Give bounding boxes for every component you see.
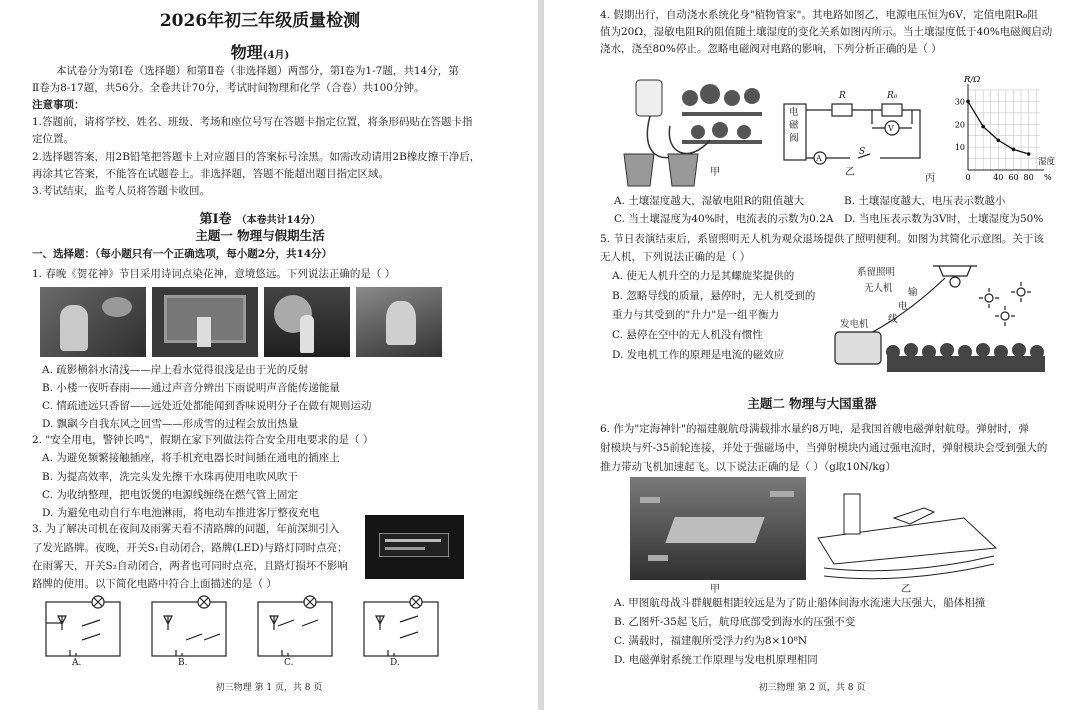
photo-stage-2: [152, 287, 258, 357]
q1-option-c: C. 情疏迹远只香留——远处近处都能闻到香味说明分子在做有规则运动: [42, 400, 372, 412]
subject: 物理: [230, 43, 263, 62]
circuit-a: [46, 596, 120, 656]
valve-label-1: 电: [789, 107, 799, 118]
circuit-label-b: B.: [178, 658, 188, 668]
q5-option-b-2: 重力与其受到的"升力"是一组平衡力: [612, 309, 780, 321]
volume-title: 第Ⅰ卷: [199, 212, 232, 227]
resistor-r0-label: R₀: [887, 91, 898, 101]
q3-line-1: 3. 为了解决司机在夜间及雨雾天看不清路牌的问题，年前深圳引入: [32, 523, 340, 535]
x-tick-label: 0: [965, 173, 971, 182]
notice-2-line-1: 2.选择题答案，用2B铅笔把答题卡上对应题目的答案标号涂黑。如需改动请用2B橡皮擦干净后，: [32, 151, 481, 163]
photo-night-sign: [365, 515, 464, 579]
q4-line-1: 4. 假期出行，自动浇水系统化身"植物管家"。其电路如图乙，电源电压恒为6V，定值电阻R₀阻: [600, 9, 1038, 21]
page-2-footer: 初三物理 第 2 页，共 8 页: [758, 683, 866, 693]
photo-stage-3: [264, 287, 350, 357]
q6-option-c: C. 满载时，福建舰所受浮力约为8×10⁸N: [614, 635, 808, 647]
volume-note: （本卷共计14分）: [236, 215, 321, 226]
y-tick-label: 30: [954, 97, 965, 107]
exam-page-2: [544, 0, 1080, 710]
cable-label-3: 线: [888, 314, 898, 325]
q4-option-a: A. 土壤湿度越大，湿敏电阻R的阻值越大: [614, 195, 805, 207]
q4-option-d: D. 当电压表示数为3V时，土壤湿度为50%: [844, 213, 1044, 225]
resistor-r-label: R: [839, 91, 846, 101]
page-1-footer: 初三物理 第 1 页，共 8 页: [215, 683, 323, 693]
q1-option-a: A. 疏影横斜水清浅——岸上看水觉得很浅是由于光的反射: [42, 364, 309, 376]
q6-option-b: B. 乙图歼-35起飞后，航母底部受到海水的压强不变: [614, 616, 856, 628]
q5-option-b-1: B. 忽略导线的质量，悬停时，无人机受到的: [612, 290, 816, 302]
circuit-c: [258, 596, 332, 656]
q2-option-d: D. 为避免电动自行车电池淋雨，将电动车推进客厅整夜充电: [42, 507, 320, 519]
figure-bing-chart: [938, 72, 1064, 192]
valve-label-3: 阀: [789, 133, 799, 144]
data-point: [997, 138, 1001, 142]
q4-line-3: 浇水，浇至80%停止。忽略电磁阀对电路的影响，下列分析正确的是（ ）: [600, 43, 942, 55]
x-unit-label: %: [1044, 173, 1052, 182]
circuit-label-a: A.: [72, 658, 82, 668]
circuit-label-c: C.: [284, 658, 294, 668]
subject-month: (4月): [262, 50, 290, 61]
q2-option-c: C. 为收纳整理，把电饭煲的电源线缠绕在燃气管上固定: [42, 489, 298, 501]
subject-line: [0, 40, 520, 63]
circuit-label-d: D.: [390, 658, 400, 668]
figure-yi-circuit: [780, 90, 930, 172]
theme-2-heading: 主题二 物理与大国重器: [747, 396, 877, 411]
photo-stage-4: [356, 287, 442, 357]
exam-title: 2026年初三年级质量检测: [159, 11, 361, 31]
drawing-carrier-jet: [814, 478, 1000, 582]
q6-caption-jia: 甲: [710, 584, 720, 595]
cable-label-1: 输: [908, 287, 918, 298]
q4-option-c: C. 当土壤湿度为40%时，电流表的示数为0.2A: [614, 213, 834, 225]
q6-option-d: D. 电磁弹射系统工作原理与发电机原理相同: [614, 654, 818, 666]
data-point: [966, 100, 970, 104]
fig-label-yi: 乙: [845, 167, 855, 178]
ammeter-label: A: [816, 154, 822, 163]
figure-jia-watering: [620, 74, 772, 192]
q1-option-b: B. 小楼一夜听春雨——通过声音分辨出下雨说明声音能传递能量: [42, 382, 340, 394]
fig-label-bing: 丙: [925, 173, 935, 184]
q5-option-c: C. 悬停在空中的无人机没有惯性: [612, 329, 763, 341]
photo-carrier-fleet: [630, 477, 806, 580]
notice-1-line-1: 1.答题前，请将学校、姓名、班级、考场和座位号写在答题卡指定位置，将条形码贴在答题卡指: [32, 116, 473, 128]
q6-line-3: 推力带动飞机加速起飞。以下说法正确的是（ ）（g取10N/kg）: [600, 461, 896, 473]
data-point: [981, 125, 985, 129]
circuit-d: [364, 596, 438, 656]
q3-line-3: 在雨雾天，开关S₂自动闭合，两者也可同时点亮，且路灯损坏不影响: [32, 560, 348, 572]
notice-3: 3.考试结束，监考人员将答题卡收回。: [32, 185, 211, 197]
q2-option-a: A. 为避免频繁接触插座，将手机充电器长时间插在通电的插座上: [42, 452, 340, 464]
valve-label-2: 磁: [789, 120, 799, 131]
q6-caption-yi: 乙: [901, 584, 911, 595]
data-point: [1012, 148, 1016, 152]
q6-option-a: A. 甲图航母战斗群舰艇相距较远是为了防止船体间海水流速大压强大，船体相撞: [614, 597, 986, 609]
q4-option-b: B. 土壤湿度越大，电压表示数越小: [844, 195, 1006, 207]
voltmeter-label: V: [888, 124, 894, 133]
q3-line-4: 路牌的使用。以下简化电路中符合上面描述的是（ ）: [32, 578, 277, 590]
intro-line-2: Ⅱ卷为8-17题，共56分。全卷共计70分，考试时间物理和化学（合卷）共100分钟。: [32, 82, 425, 94]
section-heading: 一、选择题：（每小题只有一个正确选项，每小题2分，共14分）: [32, 248, 333, 260]
theme-1-heading: 主题一 物理与假期生活: [195, 228, 325, 243]
fig-label-jia: 甲: [710, 167, 720, 178]
exam-page-1: [0, 0, 538, 710]
x-tick-label: 80: [1023, 173, 1034, 182]
cable-label-2: 电: [898, 301, 908, 312]
q5-option-a: A. 使无人机升空的力是其螺旋桨提供的: [612, 270, 795, 282]
volume-heading: [0, 208, 520, 227]
x-axis-label: 湿度: [1038, 157, 1056, 167]
q6-line-2: 射模块与歼-35前轮连接，并处于强磁场中，当弹射模块内通过强电流时，弹射模块会受到强大的: [600, 442, 1048, 454]
switch-s-label: S: [859, 147, 866, 157]
y-tick-label: 20: [954, 120, 965, 130]
q5-line-2: 无人机，下列说法正确的是（ ）: [600, 251, 751, 263]
q3-line-2: 了发光路牌。夜晚，开关S₁自动闭合，路牌(LED)与路灯同时点亮；: [32, 542, 348, 554]
q6-line-1: 6. 作为"定海神针"的福建舰航母满载排水量约8万吨，是我国首艘电磁弹射航母。弹射时，弹: [600, 423, 1029, 435]
question-2: 2. "安全用电，警钟长鸣"，假期在家下列做法符合安全用电要求的是（ ）: [32, 434, 374, 446]
notice-2-line-2: 再涂其它答案，不能答在试题卷上。非选择题，答题不能超出题目指定区域。: [32, 168, 389, 180]
y-axis-label: R/Ω: [964, 75, 981, 85]
notice-heading: 注意事项：: [32, 99, 85, 111]
q5-line-1: 5. 节日表演结束后，系留照明无人机为观众退场提供了照明便利。如图为其简化示意图。关于该: [600, 233, 1044, 245]
notice-1-line-2: 定位置。: [32, 133, 74, 145]
x-tick-label: 40: [993, 173, 1004, 182]
y-tick-label: 10: [954, 143, 965, 153]
q5-option-d: D. 发电机工作的原理是电流的磁效应: [612, 349, 785, 361]
q4-line-2: 值为20Ω，湿敏电阻R的阻值随土壤湿度的变化关系如图丙所示。当土壤湿度低于40%电磁阀启动: [600, 26, 1053, 38]
data-point: [1027, 152, 1031, 156]
q1-option-d: D. 飘飖今自我东风之回雪——形成雪的过程会放出热量: [42, 418, 299, 430]
drone-label-1: 系留照明: [857, 267, 896, 278]
drone-label-2: 无人机: [864, 283, 893, 294]
intro-line-1: 本试卷分为第Ⅰ卷（选择题）和第Ⅱ卷（非选择题）两部分，第Ⅰ卷为1-7题，共14分，第: [56, 65, 459, 77]
x-tick-label: 60: [1008, 173, 1019, 182]
circuit-b: [152, 596, 226, 656]
photo-stage-1: [40, 287, 146, 357]
q2-option-b: B. 为提高效率，洗完头发先擦干水珠再使用电吹风吹干: [42, 471, 298, 483]
question-1: 1. 春晚《贺花神》节目采用诗词点染花神，意境悠远。下列说法正确的是（ ）: [32, 268, 396, 280]
generator-label: 发电机: [840, 319, 869, 330]
